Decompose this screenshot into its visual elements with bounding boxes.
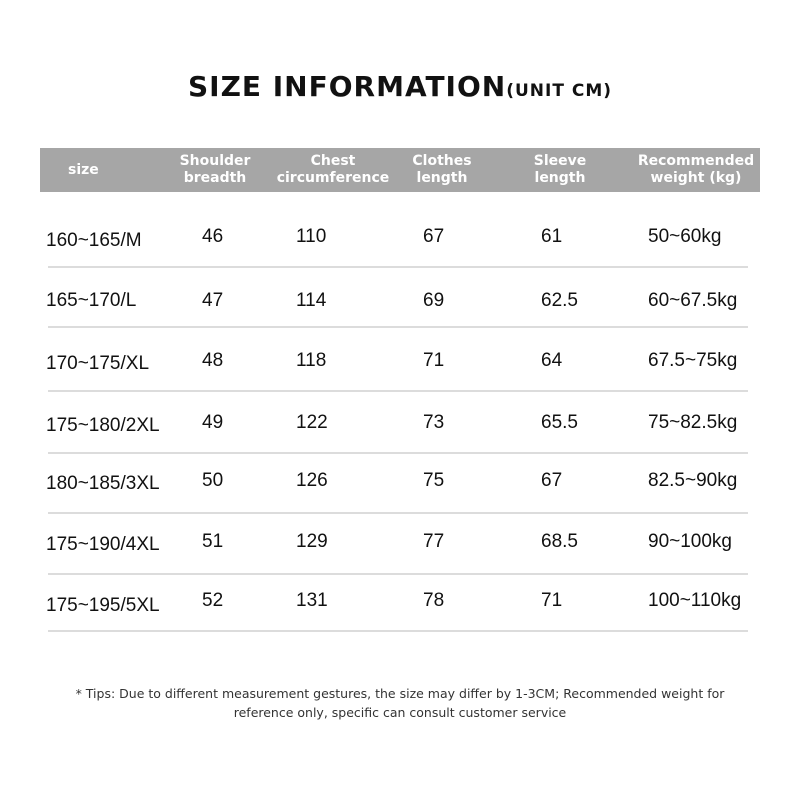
header-weight-line2: weight (kg)	[650, 170, 742, 186]
cell-weight: 60~67.5kg	[648, 290, 738, 311]
header-sleeve-line1: Sleeve	[533, 153, 587, 169]
cell-sleeve: 61	[541, 226, 563, 247]
cell-shoulder: 47	[202, 290, 224, 311]
cell-size: 165~170/L	[46, 290, 137, 311]
cell-shoulder: 46	[202, 226, 224, 247]
cell-weight: 90~100kg	[648, 531, 732, 552]
cell-chest: 114	[296, 290, 327, 311]
header-length-line2: length	[416, 170, 468, 186]
cell-chest: 126	[296, 470, 328, 491]
cell-length: 67	[423, 226, 445, 247]
cell-length: 77	[423, 531, 445, 552]
cell-shoulder: 52	[202, 590, 224, 611]
cell-shoulder: 49	[202, 412, 224, 433]
cell-weight: 50~60kg	[648, 226, 722, 247]
cell-shoulder: 50	[202, 470, 224, 491]
cell-weight: 82.5~90kg	[648, 470, 738, 491]
header-weight	[636, 148, 756, 192]
cell-size: 160~165/M	[46, 230, 142, 251]
row-divider	[48, 266, 748, 268]
cell-chest: 129	[296, 531, 328, 552]
row-divider	[48, 452, 748, 454]
table-header	[40, 148, 760, 192]
cell-shoulder: 51	[202, 531, 224, 552]
row-divider	[48, 573, 748, 575]
page-title	[0, 70, 800, 103]
header-weight-line1: Recommended	[637, 153, 755, 169]
cell-sleeve: 68.5	[541, 531, 578, 552]
tips-note	[30, 684, 770, 722]
cell-size: 180~185/3XL	[46, 473, 160, 494]
cell-length: 75	[423, 470, 445, 491]
header-size-label: size	[68, 161, 99, 178]
cell-chest: 118	[296, 350, 327, 371]
header-shoulder	[168, 148, 262, 192]
row-divider	[48, 512, 748, 514]
cell-weight: 67.5~75kg	[648, 350, 738, 371]
row-divider	[48, 326, 748, 328]
row-divider	[48, 390, 748, 392]
header-shoulder-line2: breadth	[183, 170, 247, 186]
title-unit: (UNIT CM)	[506, 81, 613, 101]
cell-size: 170~175/XL	[46, 353, 150, 374]
header-chest-line2: circumference	[276, 170, 390, 186]
tips-line-2: reference only, specific can consult customer service	[233, 705, 567, 720]
header-shoulder-line1: Shoulder	[179, 153, 251, 169]
row-divider	[48, 630, 748, 632]
header-sleeve-line2: length	[534, 170, 586, 186]
cell-length: 71	[423, 350, 445, 371]
cell-weight: 75~82.5kg	[648, 412, 738, 433]
cell-chest: 131	[296, 590, 328, 611]
header-length-line1: Clothes	[412, 153, 472, 169]
cell-sleeve: 64	[541, 350, 563, 371]
cell-sleeve: 62.5	[541, 290, 578, 311]
cell-length: 69	[423, 290, 445, 311]
header-chest	[272, 148, 394, 192]
header-length	[402, 148, 482, 192]
cell-length: 73	[423, 412, 445, 433]
cell-sleeve: 65.5	[541, 412, 578, 433]
cell-size: 175~195/5XL	[46, 595, 160, 616]
cell-chest: 122	[296, 412, 328, 433]
header-chest-line1: Chest	[310, 153, 356, 169]
title-main: SIZE INFORMATION	[187, 70, 507, 103]
tips-line-1: * Tips: Due to different measurement gestures, the size may differ by 1-3CM; Recommended weight for	[75, 686, 725, 701]
cell-sleeve: 71	[541, 590, 563, 611]
cell-sleeve: 67	[541, 470, 563, 491]
cell-chest: 110	[296, 226, 327, 247]
header-sleeve	[518, 148, 602, 192]
cell-size: 175~190/4XL	[46, 534, 160, 555]
cell-weight: 100~110kg	[648, 590, 742, 611]
cell-size: 175~180/2XL	[46, 415, 160, 436]
cell-length: 78	[423, 590, 445, 611]
header-size	[50, 148, 130, 192]
cell-shoulder: 48	[202, 350, 224, 371]
